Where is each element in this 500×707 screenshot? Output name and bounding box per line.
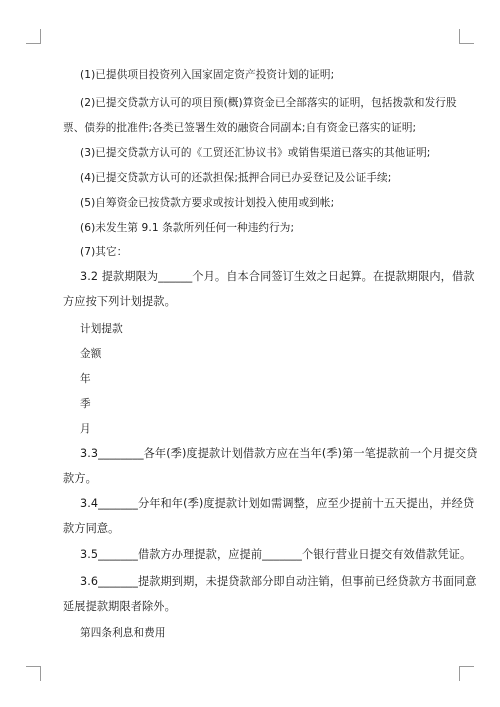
text-line-item-2-cont: 票、债券的批准件;各类已签署生效的融资合同副本;自有资金已落实的证明; [63, 122, 417, 134]
crop-mark-bottom-left [40, 666, 41, 681]
text-line-item-6: (6)未发生第 9.1 条款所列任何一种违约行为; [80, 222, 295, 234]
text-line-item-5: (5)自筹资金已按贷款方要求或按计划投入使用或到帐; [80, 197, 335, 209]
crop-mark-top-left [40, 29, 41, 44]
text-line-clause-3-4: 3.4_______分年和年(季)度提款计划如需调整，应至少提前十五天提出，并经贷 [80, 497, 475, 510]
crop-mark-top-right [459, 29, 460, 44]
text-line-clause-3-6: 3.6_______提款期到期，未提贷款部分即自动注销，但事前已经贷款方书面同意 [80, 575, 477, 588]
section-heading-article-4: 第四条利息和费用 [80, 627, 166, 639]
text-line-item-1: (1)已提供项目投资列入国家固定资产投资计划的证明; [80, 69, 335, 81]
text-line-item-7: (7)其它： [80, 246, 128, 258]
crop-mark-bottom-right [459, 666, 474, 667]
text-line-item-4: (4)已提交贷款方认可的还款担保;抵押合同已办妥登记及公证手续; [80, 172, 392, 184]
text-line-clause-3-2-cont: 方应按下列计划提款。 [63, 295, 176, 308]
text-line-item-2: (2)已提交贷款方认可的项目预(概)算资金已全部落实的证明，包括拨款和发行股 [80, 97, 457, 109]
text-line-clause-3-3: 3.3________各年(季)度提款计划借款方应在当年(季)第一笔提款前一个月提交贷 [80, 447, 478, 460]
text-line-clause-3-5: 3.5_______借款方办理提款，应提前_______个银行营业日提交有效借款凭证。 [80, 548, 472, 561]
text-line-clause-3-4-cont: 款方同意。 [63, 522, 120, 535]
crop-mark-bottom-left [26, 666, 41, 667]
text-line-clause-3-6-cont: 延展提款期限者除外。 [63, 600, 176, 613]
text-line-year-label: 年 [80, 373, 91, 385]
text-line-plan-label: 计划提款 [80, 323, 123, 335]
text-line-clause-3-3-cont: 款方。 [63, 472, 97, 485]
crop-mark-bottom-right [459, 666, 460, 681]
crop-mark-top-right [459, 43, 474, 44]
text-line-quarter-label: 季 [80, 398, 91, 410]
text-line-amount-label: 金额 [80, 348, 102, 360]
crop-mark-top-left [26, 43, 41, 44]
text-line-clause-3-2: 3.2 提款期限为______个月。自本合同签订生效之日起算。在提款期限内，借款 [80, 270, 475, 283]
text-line-month-label: 月 [80, 423, 91, 435]
text-line-item-3: (3)已提交贷款方认可的《工贸还汇协议书》或销售渠道已落实的其他证明; [80, 147, 431, 159]
